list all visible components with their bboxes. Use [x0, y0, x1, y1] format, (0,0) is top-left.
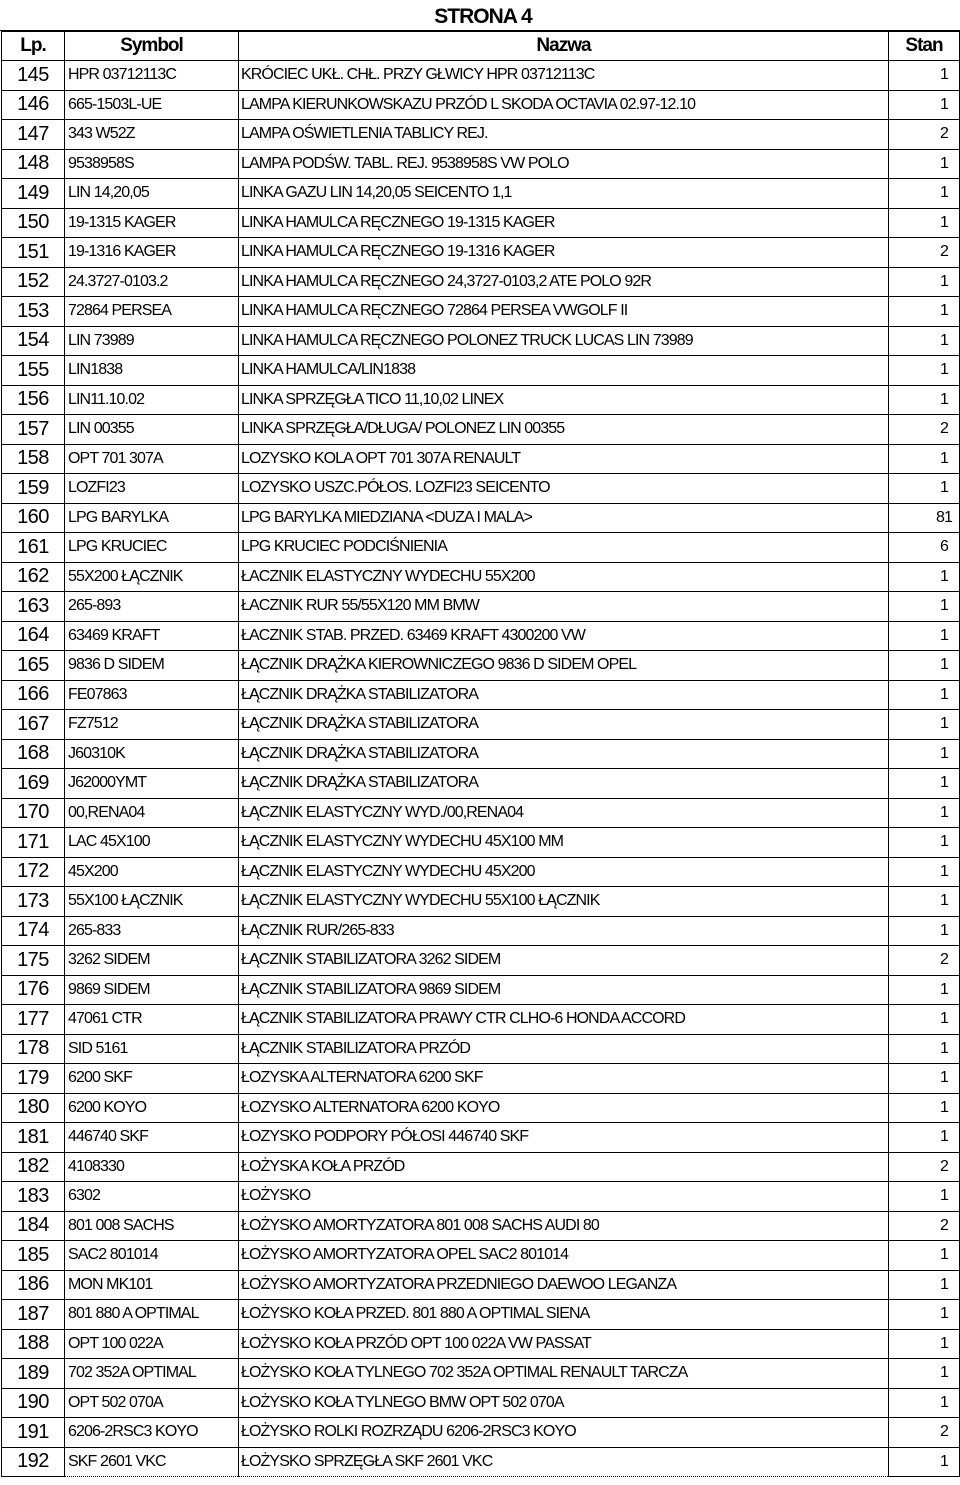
row-symbol: SKF 2601 VKC	[65, 1447, 239, 1477]
row-lp: 184	[2, 1211, 65, 1241]
table-row	[2, 592, 960, 622]
header-symbol: Symbol	[65, 32, 239, 61]
row-nazwa: LAMPA OŚWIETLENIA TABLICY REJ.	[239, 120, 889, 150]
row-stan: 1	[889, 562, 960, 592]
row-lp: 170	[2, 798, 65, 828]
header-stan: Stan	[889, 32, 960, 61]
row-stan: 1	[889, 1241, 960, 1271]
row-stan: 1	[889, 1005, 960, 1035]
row-lp: 186	[2, 1270, 65, 1300]
table-row	[2, 1005, 960, 1035]
row-stan: 1	[889, 798, 960, 828]
row-nazwa: ŁOŻYSKO KOŁA PRZÓD OPT 100 022A VW PASSAT	[239, 1329, 889, 1359]
row-symbol: 265-833	[65, 916, 239, 946]
table-row	[2, 1270, 960, 1300]
row-symbol: 446740 SKF	[65, 1123, 239, 1153]
row-stan: 1	[889, 621, 960, 651]
row-symbol: 702 352A OPTIMAL	[65, 1359, 239, 1389]
row-nazwa: ŁĄCZNIK RUR/265-833	[239, 916, 889, 946]
row-symbol: LAC 45X100	[65, 828, 239, 858]
row-lp: 190	[2, 1388, 65, 1418]
row-nazwa: ŁĄCZNIK ELASTYCZNY WYDECHU 45X100 MM	[239, 828, 889, 858]
row-nazwa: ŁOŻYSKO SPRZĘGŁA SKF 2601 VKC	[239, 1447, 889, 1477]
table-row	[2, 474, 960, 504]
row-nazwa: LINKA HAMULCA RĘCZNEGO 24,3727-0103,2 ATE POLO 92R	[239, 267, 889, 297]
table-row	[2, 1064, 960, 1094]
table-row	[2, 1211, 960, 1241]
row-nazwa: ŁĄCZNIK STABILIZATORA PRAWY CTR CLHO-6 HONDA ACCORD	[239, 1005, 889, 1035]
row-nazwa: LAMPA KIERUNKOWSKAZU PRZÓD L SKODA OCTAVIA 02.97-12.10	[239, 90, 889, 120]
table-row	[2, 297, 960, 327]
table-row	[2, 887, 960, 917]
row-stan: 2	[889, 238, 960, 268]
table-row	[2, 61, 960, 91]
row-symbol: 45X200	[65, 857, 239, 887]
row-lp: 180	[2, 1093, 65, 1123]
table-row	[2, 1034, 960, 1064]
row-symbol: 00,RENA04	[65, 798, 239, 828]
row-stan: 1	[889, 769, 960, 799]
row-lp: 146	[2, 90, 65, 120]
row-stan: 1	[889, 356, 960, 386]
row-symbol: 24.3727-0103.2	[65, 267, 239, 297]
row-symbol: FE07863	[65, 680, 239, 710]
row-symbol: 63469 KRAFT	[65, 621, 239, 651]
row-stan: 1	[889, 326, 960, 356]
row-lp: 182	[2, 1152, 65, 1182]
row-lp: 173	[2, 887, 65, 917]
table-row	[2, 1388, 960, 1418]
row-symbol: 19-1315 KAGER	[65, 208, 239, 238]
title-row	[0, 0, 960, 31]
row-nazwa: ŁOŻYSKO	[239, 1182, 889, 1212]
table-row	[2, 1093, 960, 1123]
table-row	[2, 444, 960, 474]
row-stan: 1	[889, 385, 960, 415]
row-stan: 1	[889, 828, 960, 858]
table-row	[2, 415, 960, 445]
row-nazwa: LAMPA PODŚW. TABL. REJ. 9538958S VW POLO	[239, 149, 889, 179]
row-lp: 160	[2, 503, 65, 533]
row-stan: 1	[889, 1447, 960, 1477]
row-lp: 172	[2, 857, 65, 887]
row-stan: 1	[889, 149, 960, 179]
row-nazwa: LINKA HAMULCA RĘCZNEGO 19-1316 KAGER	[239, 238, 889, 268]
row-symbol: 265-893	[65, 592, 239, 622]
row-stan: 1	[889, 297, 960, 327]
row-stan: 1	[889, 474, 960, 504]
row-symbol: 6200 KOYO	[65, 1093, 239, 1123]
row-nazwa: LINKA HAMULCA RĘCZNEGO 19-1315 KAGER	[239, 208, 889, 238]
table-row	[2, 90, 960, 120]
row-symbol: OPT 701 307A	[65, 444, 239, 474]
row-symbol: OPT 100 022A	[65, 1329, 239, 1359]
table-row	[2, 1418, 960, 1448]
row-lp: 177	[2, 1005, 65, 1035]
row-stan: 1	[889, 857, 960, 887]
row-nazwa: ŁOŻYSKO AMORTYZATORA 801 008 SACHS AUDI 80	[239, 1211, 889, 1241]
row-stan: 1	[889, 1270, 960, 1300]
table-row	[2, 1123, 960, 1153]
row-nazwa: LINKA HAMULCA RĘCZNEGO POLONEZ TRUCK LUCAS LIN 73989	[239, 326, 889, 356]
row-symbol: 801 008 SACHS	[65, 1211, 239, 1241]
table-row	[2, 385, 960, 415]
row-lp: 181	[2, 1123, 65, 1153]
row-symbol: 4108330	[65, 1152, 239, 1182]
row-symbol: J60310K	[65, 739, 239, 769]
page-title: STRONA 4	[434, 5, 532, 28]
row-stan: 2	[889, 1418, 960, 1448]
row-lp: 162	[2, 562, 65, 592]
table-row	[2, 120, 960, 150]
row-lp: 152	[2, 267, 65, 297]
row-nazwa: LOZYSKO USZC.PÓŁOS. LOZFI23 SEICENTO	[239, 474, 889, 504]
row-symbol: 665-1503L-UE	[65, 90, 239, 120]
row-nazwa: ŁĄCZNIK DRĄŻKA KIEROWNICZEGO 9836 D SIDEM OPEL	[239, 651, 889, 681]
row-stan: 1	[889, 592, 960, 622]
row-symbol: 9836 D SIDEM	[65, 651, 239, 681]
row-nazwa: ŁĄCZNIK STABILIZATORA 9869 SIDEM	[239, 975, 889, 1005]
row-symbol: 3262 SIDEM	[65, 946, 239, 976]
row-stan: 1	[889, 1300, 960, 1330]
row-symbol: FZ7512	[65, 710, 239, 740]
row-stan: 1	[889, 1034, 960, 1064]
row-nazwa: ŁOŻYSKO KOŁA TYLNEGO 702 352A OPTIMAL RENAULT TARCZA	[239, 1359, 889, 1389]
row-symbol: 55X100 ŁĄCZNIK	[65, 887, 239, 917]
row-nazwa: ŁĄCZNIK DRĄŻKA STABILIZATORA	[239, 739, 889, 769]
row-nazwa: ŁOZYSKO ALTERNATORA 6200 KOYO	[239, 1093, 889, 1123]
row-lp: 161	[2, 533, 65, 563]
row-lp: 176	[2, 975, 65, 1005]
row-lp: 151	[2, 238, 65, 268]
header-nazwa: Nazwa	[239, 32, 889, 61]
row-nazwa: ŁĄCZNIK ELASTYCZNY WYD./00,RENA04	[239, 798, 889, 828]
row-lp: 158	[2, 444, 65, 474]
row-lp: 185	[2, 1241, 65, 1271]
row-symbol: LPG KRUCIEC	[65, 533, 239, 563]
table-row	[2, 798, 960, 828]
row-stan: 1	[889, 90, 960, 120]
row-stan: 1	[889, 61, 960, 91]
row-lp: 147	[2, 120, 65, 150]
row-symbol: J62000YMT	[65, 769, 239, 799]
row-lp: 167	[2, 710, 65, 740]
row-stan: 1	[889, 444, 960, 474]
row-stan: 1	[889, 1182, 960, 1212]
row-stan: 1	[889, 739, 960, 769]
row-nazwa: ŁOŻYSKA KOŁA PRZÓD	[239, 1152, 889, 1182]
row-nazwa: LINKA HAMULCA RĘCZNEGO 72864 PERSEA VWGOLF II	[239, 297, 889, 327]
row-nazwa: ŁĄCZNIK DRĄŻKA STABILIZATORA	[239, 680, 889, 710]
table-row	[2, 621, 960, 651]
row-symbol: SAC2 801014	[65, 1241, 239, 1271]
table-row	[2, 1300, 960, 1330]
row-symbol: HPR 03712113C	[65, 61, 239, 91]
table-row	[2, 562, 960, 592]
row-lp: 178	[2, 1034, 65, 1064]
row-stan: 1	[889, 1123, 960, 1153]
row-symbol: 72864 PERSEA	[65, 297, 239, 327]
row-lp: 157	[2, 415, 65, 445]
table-row	[2, 975, 960, 1005]
row-lp: 166	[2, 680, 65, 710]
row-symbol: 9869 SIDEM	[65, 975, 239, 1005]
table-header-row	[2, 32, 960, 61]
row-lp: 163	[2, 592, 65, 622]
row-lp: 154	[2, 326, 65, 356]
row-lp: 164	[2, 621, 65, 651]
table-row	[2, 533, 960, 563]
row-symbol: LIN 14,20,05	[65, 179, 239, 209]
row-symbol: SID 5161	[65, 1034, 239, 1064]
row-stan: 1	[889, 1093, 960, 1123]
row-lp: 145	[2, 61, 65, 91]
table-row	[2, 1152, 960, 1182]
row-stan: 2	[889, 1152, 960, 1182]
row-symbol: 9538958S	[65, 149, 239, 179]
row-nazwa: KRÓCIEC UKŁ. CHŁ. PRZY GŁWICY HPR 03712113C	[239, 61, 889, 91]
row-nazwa: ŁOŻYSKO ROLKI ROZRZĄDU 6206-2RSC3 KOYO	[239, 1418, 889, 1448]
row-lp: 179	[2, 1064, 65, 1094]
table-row	[2, 680, 960, 710]
row-symbol: OPT 502 070A	[65, 1388, 239, 1418]
row-lp: 159	[2, 474, 65, 504]
row-symbol: 6200 SKF	[65, 1064, 239, 1094]
table-row	[2, 238, 960, 268]
row-stan: 1	[889, 651, 960, 681]
row-symbol: 343 W52Z	[65, 120, 239, 150]
row-stan: 2	[889, 415, 960, 445]
row-lp: 192	[2, 1447, 65, 1477]
row-nazwa: ŁĄCZNIK ELASTYCZNY WYDECHU 45X200	[239, 857, 889, 887]
row-symbol: 47061 CTR	[65, 1005, 239, 1035]
row-lp: 187	[2, 1300, 65, 1330]
row-nazwa: ŁACZNIK ELASTYCZNY WYDECHU 55X200	[239, 562, 889, 592]
row-lp: 156	[2, 385, 65, 415]
row-lp: 183	[2, 1182, 65, 1212]
row-stan: 2	[889, 120, 960, 150]
row-nazwa: ŁACZNIK RUR 55/55X120 MM BMW	[239, 592, 889, 622]
table-row	[2, 149, 960, 179]
row-nazwa: ŁĄCZNIK STABILIZATORA 3262 SIDEM	[239, 946, 889, 976]
row-nazwa: ŁĄCZNIK DRĄŻKA STABILIZATORA	[239, 769, 889, 799]
table-row	[2, 651, 960, 681]
table-row	[2, 857, 960, 887]
row-symbol: LPG BARYLKA	[65, 503, 239, 533]
row-nazwa: ŁĄCZNIK STABILIZATORA PRZÓD	[239, 1034, 889, 1064]
inventory-table	[1, 31, 960, 1477]
row-symbol: 19-1316 KAGER	[65, 238, 239, 268]
row-nazwa: LINKA GAZU LIN 14,20,05 SEICENTO 1,1	[239, 179, 889, 209]
table-row	[2, 739, 960, 769]
row-nazwa: ŁOŻYSKO KOŁA PRZED. 801 880 A OPTIMAL SIENA	[239, 1300, 889, 1330]
row-nazwa: ŁACZNIK STAB. PRZED. 63469 KRAFT 4300200 VW	[239, 621, 889, 651]
row-nazwa: ŁOŻYSKO AMORTYZATORA OPEL SAC2 801014	[239, 1241, 889, 1271]
row-stan: 81	[889, 503, 960, 533]
row-lp: 155	[2, 356, 65, 386]
row-nazwa: LOZYSKO KOLA OPT 701 307A RENAULT	[239, 444, 889, 474]
row-nazwa: ŁOZYSKA ALTERNATORA 6200 SKF	[239, 1064, 889, 1094]
row-nazwa: ŁOZYSKO PODPORY PÓŁOSI 446740 SKF	[239, 1123, 889, 1153]
row-symbol: 6302	[65, 1182, 239, 1212]
row-lp: 149	[2, 179, 65, 209]
table-row	[2, 1359, 960, 1389]
table-row	[2, 710, 960, 740]
row-symbol: 801 880 A OPTIMAL	[65, 1300, 239, 1330]
row-lp: 168	[2, 739, 65, 769]
table-row	[2, 503, 960, 533]
row-lp: 188	[2, 1329, 65, 1359]
row-nazwa: LINKA SPRZĘGŁA/DŁUGA/ POLONEZ LIN 00355	[239, 415, 889, 445]
row-symbol: LOZFI23	[65, 474, 239, 504]
row-lp: 165	[2, 651, 65, 681]
table-row	[2, 946, 960, 976]
row-symbol: LIN1838	[65, 356, 239, 386]
row-nazwa: LINKA HAMULCA/LIN1838	[239, 356, 889, 386]
row-stan: 6	[889, 533, 960, 563]
row-symbol: 6206-2RSC3 KOYO	[65, 1418, 239, 1448]
row-lp: 191	[2, 1418, 65, 1448]
row-lp: 175	[2, 946, 65, 976]
table-row	[2, 828, 960, 858]
table-row	[2, 1241, 960, 1271]
table-row	[2, 326, 960, 356]
table-row	[2, 179, 960, 209]
table-row	[2, 267, 960, 297]
row-stan: 1	[889, 916, 960, 946]
row-stan: 2	[889, 1211, 960, 1241]
row-stan: 1	[889, 1064, 960, 1094]
row-symbol: 55X200 ŁĄCZNIK	[65, 562, 239, 592]
row-stan: 1	[889, 710, 960, 740]
row-stan: 1	[889, 1329, 960, 1359]
table-body	[2, 61, 960, 1477]
row-lp: 148	[2, 149, 65, 179]
table-row	[2, 208, 960, 238]
table-row	[2, 769, 960, 799]
row-symbol: MON MK101	[65, 1270, 239, 1300]
row-nazwa: LPG BARYLKA MIEDZIANA <DUZA I MALA>	[239, 503, 889, 533]
table-row	[2, 1447, 960, 1477]
row-lp: 189	[2, 1359, 65, 1389]
header-lp: Lp.	[2, 32, 65, 61]
row-symbol: LIN11.10.02	[65, 385, 239, 415]
row-lp: 169	[2, 769, 65, 799]
row-symbol: LIN 00355	[65, 415, 239, 445]
row-nazwa: LPG KRUCIEC PODCIŚNIENIA	[239, 533, 889, 563]
row-nazwa: ŁOŻYSKO KOŁA TYLNEGO BMW OPT 502 070A	[239, 1388, 889, 1418]
row-lp: 171	[2, 828, 65, 858]
table-row	[2, 1182, 960, 1212]
row-lp: 150	[2, 208, 65, 238]
row-stan: 1	[889, 1359, 960, 1389]
row-lp: 174	[2, 916, 65, 946]
table-row	[2, 1329, 960, 1359]
row-stan: 1	[889, 267, 960, 297]
row-stan: 1	[889, 208, 960, 238]
row-stan: 2	[889, 946, 960, 976]
row-stan: 1	[889, 179, 960, 209]
row-stan: 1	[889, 975, 960, 1005]
row-lp: 153	[2, 297, 65, 327]
row-stan: 1	[889, 680, 960, 710]
row-stan: 1	[889, 1388, 960, 1418]
row-nazwa: LINKA SPRZĘGŁA TICO 11,10,02 LINEX	[239, 385, 889, 415]
row-nazwa: ŁĄCZNIK ELASTYCZNY WYDECHU 55X100 ŁĄCZNIK	[239, 887, 889, 917]
table-row	[2, 356, 960, 386]
table-row	[2, 916, 960, 946]
row-symbol: LIN 73989	[65, 326, 239, 356]
row-nazwa: ŁĄCZNIK DRĄŻKA STABILIZATORA	[239, 710, 889, 740]
row-stan: 1	[889, 887, 960, 917]
row-nazwa: ŁOŻYSKO AMORTYZATORA PRZEDNIEGO DAEWOO LEGANZA	[239, 1270, 889, 1300]
